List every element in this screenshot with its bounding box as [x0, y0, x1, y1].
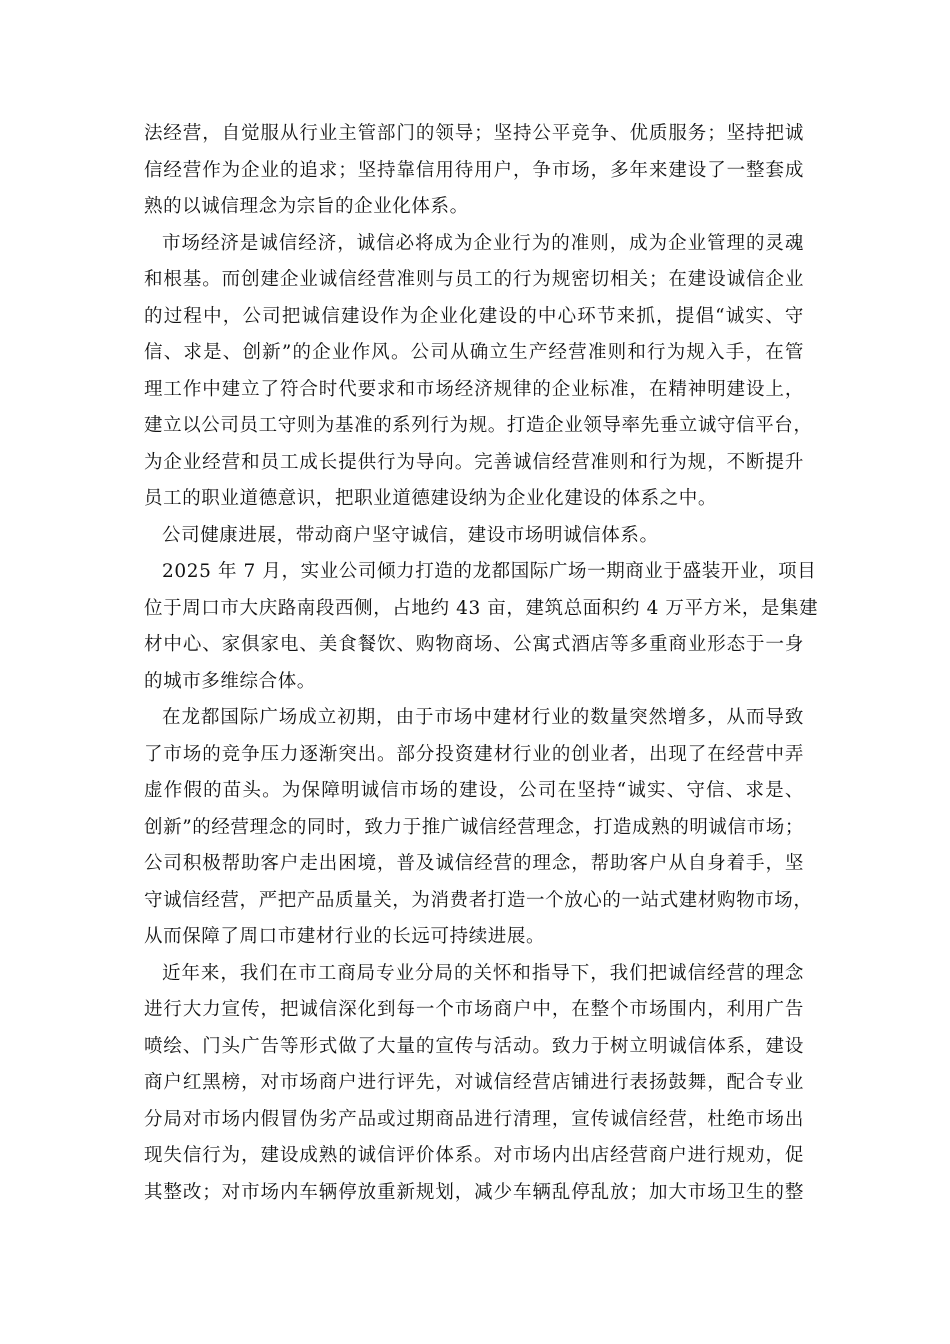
text-line: 员工的职业道德意识，把职业道德建设纳为企业化建设的体系之中。 [144, 488, 718, 509]
text-line: 理工作中建立了符合时代要求和市场经济规律的企业标准，在精神明建设上， [144, 378, 804, 400]
paragraph-first-line: 近年来，我们在市工商局专业分局的关怀和指导下，我们把诚信经营的理念 [162, 962, 804, 984]
text-line: 了市场的竞争压力逐渐突出。部分投资建材行业的创业者，出现了在经营中弄 [144, 743, 804, 765]
text-line: 进行大力宣传，把诚信深化到每一个市场商户中，在整个市场围内，利用广告 [144, 999, 804, 1020]
text-line: 从而保障了周口市建材行业的长远可持续进展。 [144, 926, 546, 947]
paragraph-first-line: 在龙都国际广场成立初期，由于市场中建材行业的数量突然增多，从而导致 [162, 707, 804, 728]
text-line: 的过程中，公司把诚信建设作为企业化建设的中心环节来抓，提倡“诚实、守 [144, 305, 804, 327]
text-line: 位于周口市大庆路南段西侧，占地约 43 亩，建筑总面积约 4 万平方米，是集建 [144, 597, 819, 619]
text-line: 信、求是、创新”的企业作风。公司从确立生产经营准则和行为规入手，在管 [144, 342, 804, 363]
text-line: 信经营作为企业的追求；坚持靠信用待用户，争市场，多年来建设了一整套成 [144, 159, 804, 181]
text-line: 的城市多维综合体。 [144, 670, 316, 692]
text-line: 喷绘、门头广告等形式做了大量的宣传与活动。致力于树立明诚信体系，建设 [144, 1035, 804, 1057]
text-line: 和根基。而创建企业诚信经营准则与员工的行为规密切相关；在建设诚信企业 [144, 269, 804, 290]
text-line: 建立以公司员工守则为基准的系列行为规。打造企业领导率先垂立诚守信平台， [144, 415, 813, 436]
text-line: 虚作假的苗头。为保障明诚信市场的建设，公司在坚持“诚实、守信、求是、 [144, 780, 804, 801]
text-line: 创新”的经营理念的同时，致力于推广诚信经营理念，打造成熟的明诚信市场； [144, 816, 804, 838]
text-line: 守诚信经营，严把产品质量关，为消费者打造一个放心的一站式建材购物市场， [144, 889, 813, 911]
text-line: 公司积极帮助客户走出困境，普及诚信经营的理念，帮助客户从自身着手，坚 [144, 853, 804, 874]
text-line: 现失信行为，建设成熟的诚信评价体系。对市场内出店经营商户进行规劝，促 [144, 1145, 804, 1166]
text-line: 法经营，自觉服从行业主管部门的领导；坚持公平竞争、优质服务；坚持把诚 [144, 123, 804, 144]
document-body [144, 116, 819, 1211]
text-line: 材中心、家俱家电、美食餐饮、购物商场、公寓式酒店等多重商业形态于一身 [144, 634, 804, 655]
text-line: 其整改；对市场内车辆停放重新规划，减少车辆乱停乱放；加大市场卫生的整 [144, 1181, 804, 1203]
paragraph-first-line: 市场经济是诚信经济，诚信必将成为企业行为的准则，成为企业管理的灵魂 [162, 232, 804, 254]
text-line: 为企业经营和员工成长提供行为导向。完善诚信经营准则和行为规，不断提升 [144, 451, 804, 473]
paragraph-first-line: 公司健康进展，带动商户坚守诚信，建设市场明诚信体系。 [162, 524, 659, 546]
text-line: 熟的以诚信理念为宗旨的企业化体系。 [144, 196, 469, 217]
text-line: 商户红黑榜，对市场商户进行评先，对诚信经营店铺进行表扬鼓舞，配合专业 [144, 1072, 804, 1093]
text-line: 分局对市场内假冒伪劣产品或过期商品进行清理，宣传诚信经营，杜绝市场出 [144, 1108, 804, 1130]
paragraph-first-line: 2025 年 7 月，实业公司倾力打造的龙都国际广场一期商业于盛装开业，项目 [162, 561, 817, 582]
